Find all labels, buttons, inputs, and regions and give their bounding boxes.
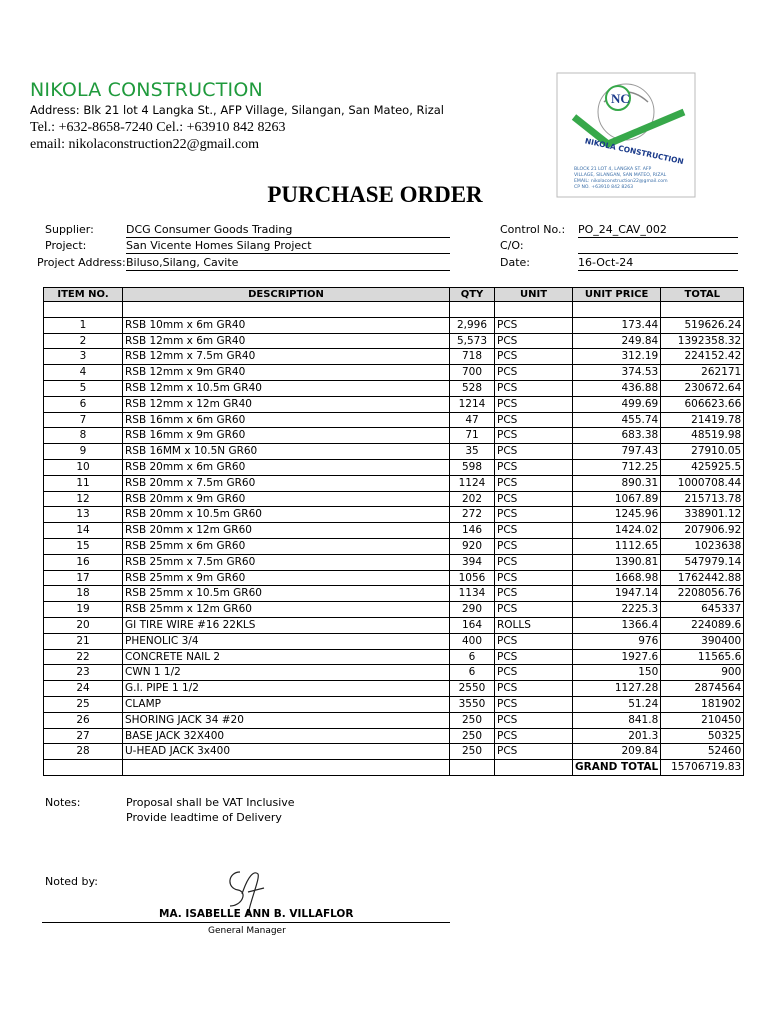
table-row — [44, 491, 744, 507]
cell-item-no: 6 — [44, 396, 123, 412]
header-description: DESCRIPTION — [123, 288, 450, 302]
cell-total: 207906.92 — [661, 523, 744, 539]
cell-unit: PCS — [495, 696, 573, 712]
date-label: Date: — [500, 256, 530, 269]
table-row — [44, 428, 744, 444]
cell-unit: PCS — [495, 507, 573, 523]
cell-qty: 920 — [450, 538, 495, 554]
noted-by-label: Noted by: — [45, 875, 98, 888]
cell-unit-price: 1927.6 — [573, 649, 661, 665]
cell-unit-price: 841.8 — [573, 712, 661, 728]
empty-cell — [450, 760, 495, 776]
cell-unit-price: 201.3 — [573, 728, 661, 744]
cell-unit-price: 499.69 — [573, 396, 661, 412]
header-unit-price: UNIT PRICE — [573, 288, 661, 302]
cell-qty: 1124 — [450, 475, 495, 491]
document-title: PURCHASE ORDER — [267, 182, 483, 207]
table-row — [44, 475, 744, 491]
cell-qty: 3550 — [450, 696, 495, 712]
co-value — [578, 239, 738, 254]
cell-unit-price: 976 — [573, 633, 661, 649]
cell-qty: 1134 — [450, 586, 495, 602]
cell-unit: PCS — [495, 586, 573, 602]
cell-item-no: 12 — [44, 491, 123, 507]
cell-qty: 164 — [450, 617, 495, 633]
notes-label: Notes: — [45, 796, 81, 809]
cell-item-no: 3 — [44, 349, 123, 365]
cell-qty: 2550 — [450, 681, 495, 697]
cell-qty: 598 — [450, 459, 495, 475]
cell-item-no: 10 — [44, 459, 123, 475]
cell-description: RSB 25mm x 10.5m GR60 — [123, 586, 450, 602]
cell-unit: PCS — [495, 712, 573, 728]
cell-description: G.I. PIPE 1 1/2 — [123, 681, 450, 697]
date-value: 16-Oct-24 — [578, 256, 738, 271]
header-qty: QTY — [450, 288, 495, 302]
table-row — [44, 681, 744, 697]
cell-total: 1762442.88 — [661, 570, 744, 586]
cell-unit-price: 51.24 — [573, 696, 661, 712]
cell-unit: PCS — [495, 728, 573, 744]
table-row — [44, 333, 744, 349]
cell-unit-price: 436.88 — [573, 380, 661, 396]
cell-unit-price: 455.74 — [573, 412, 661, 428]
cell-unit-price: 1366.4 — [573, 617, 661, 633]
cell-item-no: 8 — [44, 428, 123, 444]
cell-unit: PCS — [495, 633, 573, 649]
cell-unit-price: 683.38 — [573, 428, 661, 444]
cell-qty: 528 — [450, 380, 495, 396]
cell-unit: PCS — [495, 554, 573, 570]
table-row — [44, 349, 744, 365]
table-row — [44, 396, 744, 412]
svg-text:BLOCK 21 LOT 4, LANGKA ST. AFP: BLOCK 21 LOT 4, LANGKA ST. AFP — [574, 167, 652, 172]
cell-item-no: 25 — [44, 696, 123, 712]
svg-text:NIKOLA CONSTRUCTION: NIKOLA CONSTRUCTION — [584, 136, 685, 167]
cell-unit-price: 374.53 — [573, 365, 661, 381]
cell-item-no: 16 — [44, 554, 123, 570]
note-line: Proposal shall be VAT Inclusive — [126, 796, 295, 809]
cell-item-no: 22 — [44, 649, 123, 665]
table-row — [44, 507, 744, 523]
svg-text:NC: NC — [611, 91, 630, 106]
cell-total: 547979.14 — [661, 554, 744, 570]
cell-item-no: 20 — [44, 617, 123, 633]
cell-description: RSB 10mm x 6m GR40 — [123, 317, 450, 333]
table-row — [44, 365, 744, 381]
cell-description: RSB 20mm x 10.5m GR60 — [123, 507, 450, 523]
cell-qty: 1214 — [450, 396, 495, 412]
grand-total-row — [44, 760, 744, 776]
cell-total: 224089.6 — [661, 617, 744, 633]
cell-description: RSB 12mm x 6m GR40 — [123, 333, 450, 349]
table-header-row — [44, 288, 744, 302]
cell-description: CONCRETE NAIL 2 — [123, 649, 450, 665]
cell-unit: PCS — [495, 412, 573, 428]
table-row — [44, 444, 744, 460]
svg-text:VILLAGE, SILANGAN, SAN MATEO,: VILLAGE, SILANGAN, SAN MATEO, RIZAL — [574, 173, 667, 178]
table-row — [44, 633, 744, 649]
cell-unit-price: 1245.96 — [573, 507, 661, 523]
cell-total: 210450 — [661, 712, 744, 728]
cell-item-no: 24 — [44, 681, 123, 697]
cell-unit-price: 312.19 — [573, 349, 661, 365]
cell-qty: 272 — [450, 507, 495, 523]
cell-unit: PCS — [495, 365, 573, 381]
cell-description: RSB 12mm x 10.5m GR40 — [123, 380, 450, 396]
cell-qty: 290 — [450, 602, 495, 618]
logo-graphic — [556, 72, 696, 198]
table-row — [44, 617, 744, 633]
signatory-name: MA. ISABELLE ANN B. VILLAFLOR — [159, 908, 354, 920]
cell-description: RSB 25mm x 6m GR60 — [123, 538, 450, 554]
control-no-value: PO_24_CAV_002 — [578, 223, 738, 238]
cell-unit: PCS — [495, 538, 573, 554]
table-row — [44, 523, 744, 539]
cell-description: RSB 20mm x 7.5m GR60 — [123, 475, 450, 491]
items-table — [43, 287, 744, 776]
cell-description: RSB 12mm x 9m GR40 — [123, 365, 450, 381]
cell-item-no: 14 — [44, 523, 123, 539]
cell-unit: PCS — [495, 444, 573, 460]
empty-cell — [44, 760, 123, 776]
cell-total: 224152.42 — [661, 349, 744, 365]
cell-total: 2208056.76 — [661, 586, 744, 602]
company-logo — [556, 72, 696, 198]
cell-description: RSB 25mm x 7.5m GR60 — [123, 554, 450, 570]
cell-unit: ROLLS — [495, 617, 573, 633]
cell-qty: 394 — [450, 554, 495, 570]
header-total: TOTAL — [661, 288, 744, 302]
cell-qty: 47 — [450, 412, 495, 428]
svg-text:CP NO. +63910 842 8263: CP NO. +63910 842 8263 — [574, 185, 634, 190]
supplier-value: DCG Consumer Goods Trading — [126, 223, 450, 238]
cell-item-no: 1 — [44, 317, 123, 333]
table-row — [44, 649, 744, 665]
cell-item-no: 17 — [44, 570, 123, 586]
cell-total: 21419.78 — [661, 412, 744, 428]
table-row — [44, 380, 744, 396]
project-address-label: Project Address: — [37, 256, 126, 269]
cell-qty: 700 — [450, 365, 495, 381]
cell-description: RSB 16MM x 10.5N GR60 — [123, 444, 450, 460]
cell-total: 645337 — [661, 602, 744, 618]
cell-item-no: 7 — [44, 412, 123, 428]
header-item-no: ITEM NO. — [44, 288, 123, 302]
table-row — [44, 728, 744, 744]
cell-unit-price: 249.84 — [573, 333, 661, 349]
cell-qty: 400 — [450, 633, 495, 649]
cell-description: CWN 1 1/2 — [123, 665, 450, 681]
cell-total: 338901.12 — [661, 507, 744, 523]
cell-description: CLAMP — [123, 696, 450, 712]
svg-text:EMAIL: nikolaconstruction22@gm: EMAIL: nikolaconstruction22@gmail.com — [574, 179, 668, 184]
control-no-label: Control No.: — [500, 223, 566, 236]
cell-description: BASE JACK 32X400 — [123, 728, 450, 744]
cell-unit: PCS — [495, 349, 573, 365]
cell-description: U-HEAD JACK 3x400 — [123, 744, 450, 760]
cell-unit: PCS — [495, 475, 573, 491]
cell-unit-price: 1067.89 — [573, 491, 661, 507]
cell-unit-price: 1127.28 — [573, 681, 661, 697]
cell-qty: 146 — [450, 523, 495, 539]
company-name: NIKOLA CONSTRUCTION — [30, 79, 263, 101]
table-row — [44, 744, 744, 760]
cell-qty: 1056 — [450, 570, 495, 586]
table-row — [44, 665, 744, 681]
cell-description: RSB 20mm x 9m GR60 — [123, 491, 450, 507]
cell-item-no: 18 — [44, 586, 123, 602]
cell-qty: 6 — [450, 665, 495, 681]
cell-item-no: 4 — [44, 365, 123, 381]
table-row — [44, 696, 744, 712]
table-row — [44, 554, 744, 570]
company-phone: Tel.: +632-8658-7240 Cel.: +63910 842 8263 — [30, 120, 286, 135]
table-row — [44, 602, 744, 618]
grand-total-value: 15706719.83 — [661, 760, 744, 776]
cell-total: 48519.98 — [661, 428, 744, 444]
cell-qty: 5,573 — [450, 333, 495, 349]
cell-total: 1000708.44 — [661, 475, 744, 491]
cell-unit-price: 1424.02 — [573, 523, 661, 539]
cell-unit: PCS — [495, 380, 573, 396]
cell-item-no: 5 — [44, 380, 123, 396]
cell-unit: PCS — [495, 317, 573, 333]
cell-total: 230672.64 — [661, 380, 744, 396]
cell-item-no: 19 — [44, 602, 123, 618]
project-address-value: Biluso,Silang, Cavite — [126, 256, 450, 271]
table-row — [44, 538, 744, 554]
cell-unit: PCS — [495, 491, 573, 507]
cell-qty: 250 — [450, 728, 495, 744]
cell-unit: PCS — [495, 333, 573, 349]
cell-total: 181902 — [661, 696, 744, 712]
cell-total: 425925.5 — [661, 459, 744, 475]
cell-item-no: 9 — [44, 444, 123, 460]
cell-unit-price: 1112.65 — [573, 538, 661, 554]
cell-unit-price: 797.43 — [573, 444, 661, 460]
header-unit: UNIT — [495, 288, 573, 302]
cell-unit-price: 150 — [573, 665, 661, 681]
cell-description: RSB 20mm x 12m GR60 — [123, 523, 450, 539]
cell-description: GI TIRE WIRE #16 22KLS — [123, 617, 450, 633]
cell-total: 1392358.32 — [661, 333, 744, 349]
table-row — [44, 317, 744, 333]
cell-qty: 71 — [450, 428, 495, 444]
cell-qty: 2,996 — [450, 317, 495, 333]
company-address: Address: Blk 21 lot 4 Langka St., AFP Village, Silangan, San Mateo, Rizal — [30, 103, 444, 117]
cell-qty: 6 — [450, 649, 495, 665]
cell-unit-price: 1390.81 — [573, 554, 661, 570]
cell-description: PHENOLIC 3/4 — [123, 633, 450, 649]
cell-unit: PCS — [495, 570, 573, 586]
cell-item-no: 23 — [44, 665, 123, 681]
cell-description: RSB 25mm x 9m GR60 — [123, 570, 450, 586]
table-row — [44, 570, 744, 586]
cell-qty: 35 — [450, 444, 495, 460]
cell-qty: 202 — [450, 491, 495, 507]
table-row — [44, 412, 744, 428]
cell-qty: 250 — [450, 744, 495, 760]
co-label: C/O: — [500, 239, 524, 252]
cell-unit: PCS — [495, 459, 573, 475]
cell-unit: PCS — [495, 396, 573, 412]
cell-description: RSB 12mm x 12m GR40 — [123, 396, 450, 412]
company-email: email: nikolaconstruction22@gmail.com — [30, 137, 260, 152]
cell-unit-price: 2225.3 — [573, 602, 661, 618]
table-row — [44, 459, 744, 475]
cell-item-no: 2 — [44, 333, 123, 349]
cell-unit-price: 1947.14 — [573, 586, 661, 602]
cell-description: RSB 16mm x 6m GR60 — [123, 412, 450, 428]
cell-qty: 250 — [450, 712, 495, 728]
cell-description: RSB 25mm x 12m GR60 — [123, 602, 450, 618]
cell-total: 2874564 — [661, 681, 744, 697]
project-value: San Vicente Homes Silang Project — [126, 239, 450, 254]
cell-item-no: 11 — [44, 475, 123, 491]
cell-total: 50325 — [661, 728, 744, 744]
cell-total: 606623.66 — [661, 396, 744, 412]
cell-total: 215713.78 — [661, 491, 744, 507]
cell-item-no: 27 — [44, 728, 123, 744]
cell-description: RSB 12mm x 7.5m GR40 — [123, 349, 450, 365]
cell-total: 1023638 — [661, 538, 744, 554]
cell-unit: PCS — [495, 602, 573, 618]
signatory-position: General Manager — [208, 926, 286, 936]
table-row — [44, 586, 744, 602]
cell-unit-price: 173.44 — [573, 317, 661, 333]
cell-item-no: 13 — [44, 507, 123, 523]
table-row — [44, 712, 744, 728]
table-spacer-row — [44, 302, 744, 318]
cell-total: 519626.24 — [661, 317, 744, 333]
cell-item-no: 26 — [44, 712, 123, 728]
grand-total-label: GRAND TOTAL — [573, 760, 661, 776]
cell-unit: PCS — [495, 744, 573, 760]
cell-unit-price: 209.84 — [573, 744, 661, 760]
cell-item-no: 15 — [44, 538, 123, 554]
cell-unit-price: 890.31 — [573, 475, 661, 491]
cell-total: 390400 — [661, 633, 744, 649]
cell-total: 27910.05 — [661, 444, 744, 460]
cell-unit-price: 1668.98 — [573, 570, 661, 586]
cell-total: 52460 — [661, 744, 744, 760]
cell-unit-price: 712.25 — [573, 459, 661, 475]
empty-cell — [495, 760, 573, 776]
cell-total: 262171 — [661, 365, 744, 381]
empty-cell — [123, 760, 450, 776]
cell-unit: PCS — [495, 665, 573, 681]
cell-unit: PCS — [495, 649, 573, 665]
cell-description: RSB 20mm x 6m GR60 — [123, 459, 450, 475]
cell-total: 900 — [661, 665, 744, 681]
cell-qty: 718 — [450, 349, 495, 365]
cell-item-no: 28 — [44, 744, 123, 760]
cell-total: 11565.6 — [661, 649, 744, 665]
cell-unit: PCS — [495, 681, 573, 697]
cell-unit: PCS — [495, 428, 573, 444]
project-label: Project: — [45, 239, 87, 252]
cell-item-no: 21 — [44, 633, 123, 649]
cell-description: SHORING JACK 34 #20 — [123, 712, 450, 728]
supplier-label: Supplier: — [45, 223, 94, 236]
note-line: Provide leadtime of Delivery — [126, 811, 282, 824]
signature-line — [42, 922, 450, 923]
cell-unit: PCS — [495, 523, 573, 539]
cell-description: RSB 16mm x 9m GR60 — [123, 428, 450, 444]
